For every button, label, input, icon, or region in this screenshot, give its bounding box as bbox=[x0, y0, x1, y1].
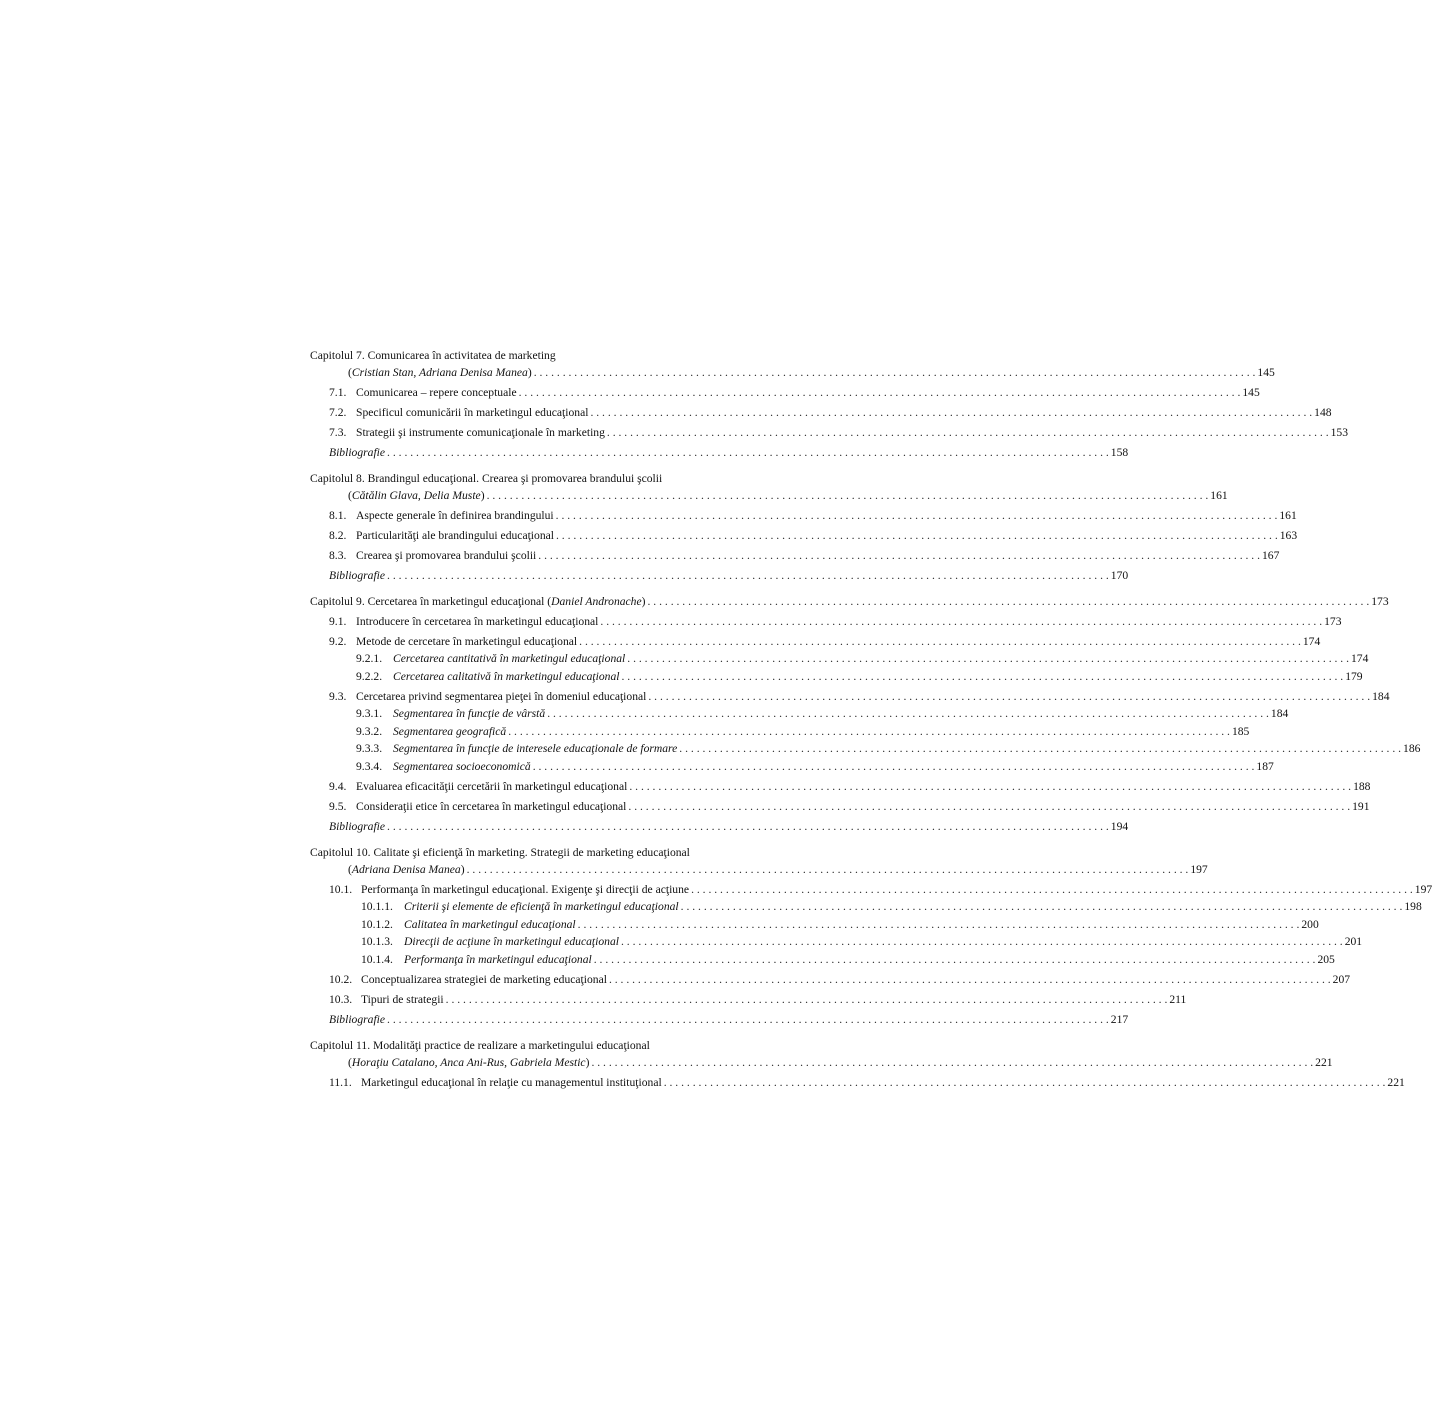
subsection-label: Cercetarea cantitativă în marketingul educaţional bbox=[393, 652, 626, 665]
dot-leader bbox=[487, 487, 1209, 504]
section-number: 8.3. bbox=[329, 549, 347, 562]
section-number: 7.1. bbox=[329, 386, 347, 399]
section-label: Comunicarea – repere conceptuale bbox=[356, 386, 517, 399]
page-number: 184 bbox=[1372, 690, 1390, 703]
toc-section-entry[interactable] bbox=[310, 384, 1260, 401]
page-number: 201 bbox=[1344, 935, 1363, 948]
dot-leader bbox=[648, 593, 1370, 610]
chapter-11 bbox=[310, 1037, 1405, 1091]
section-number: 9.5. bbox=[329, 800, 347, 813]
page-number: 185 bbox=[1231, 724, 1250, 738]
toc-subsection-entry[interactable] bbox=[310, 898, 1422, 916]
dot-leader bbox=[590, 404, 1312, 421]
section-number: 8.2. bbox=[329, 529, 347, 542]
page-number: 197 bbox=[1414, 883, 1432, 896]
toc-section-entry[interactable] bbox=[310, 1074, 1405, 1091]
page-number: 211 bbox=[1169, 993, 1187, 1006]
toc-subsection-entry[interactable] bbox=[310, 705, 1289, 723]
bibliography-label: Bibliografie bbox=[329, 820, 386, 833]
dot-leader bbox=[621, 933, 1343, 951]
toc-subsection-entry[interactable] bbox=[310, 933, 1363, 951]
page-number: 221 bbox=[1315, 1056, 1333, 1069]
dot-leader bbox=[600, 613, 1322, 630]
page-number: 158 bbox=[1110, 446, 1129, 459]
subsection-number: 10.1.2. bbox=[361, 917, 393, 931]
section-label: Consideraţii etice în cercetarea în marketingul educaţional bbox=[356, 800, 627, 813]
dot-leader bbox=[578, 916, 1300, 934]
subsection-label: Performanţa în marketingul educaţional bbox=[404, 952, 592, 966]
bibliography-label: Bibliografie bbox=[329, 446, 386, 459]
section-label: Aspecte generale în definirea brandingului bbox=[356, 509, 554, 522]
toc-section-entry[interactable] bbox=[310, 547, 1280, 564]
chapter-9 bbox=[310, 593, 1421, 835]
subsection-label: Segmentarea în funcţie de vârstă bbox=[393, 707, 546, 720]
page-number: 170 bbox=[1110, 569, 1129, 582]
chapter-title-entry[interactable] bbox=[310, 593, 1389, 610]
chapter-authors: Cristian Stan, Adriana Denisa Manea bbox=[351, 366, 528, 379]
bibliography-entry[interactable] bbox=[310, 1011, 1129, 1028]
subsection-label: Segmentarea socioeconomică bbox=[393, 759, 531, 773]
chapter-title: Capitolul 10. Calitate şi eficienţă în marketing. Strategii de marketing educaţional bbox=[310, 846, 690, 859]
subsection-number: 10.1.4. bbox=[361, 952, 393, 966]
chapter-title: Capitolul 9. Cercetarea în marketingul educaţional (Daniel Andronache) bbox=[310, 595, 646, 608]
dot-leader bbox=[607, 424, 1329, 441]
section-number: 10.2. bbox=[329, 973, 353, 986]
dot-leader bbox=[648, 688, 1370, 705]
bibliography-entry[interactable] bbox=[310, 444, 1129, 461]
subsection-label: Direcţii de acţiune în marketingul educaţional bbox=[404, 935, 619, 948]
dot-leader bbox=[547, 705, 1269, 723]
chapter-authors-entry[interactable]: (Adriana Denisa Manea) . . . 197 bbox=[310, 861, 788, 878]
toc-subsection-entry[interactable] bbox=[310, 650, 1369, 668]
table-of-contents bbox=[310, 347, 1432, 1100]
section-number: 9.2. bbox=[329, 635, 347, 648]
page-number: 163 bbox=[1279, 529, 1298, 542]
bibliography-label: Bibliografie bbox=[329, 1013, 386, 1026]
section-number: 9.1. bbox=[329, 615, 347, 628]
dot-leader bbox=[627, 650, 1349, 668]
dot-leader bbox=[533, 758, 1255, 776]
dot-leader bbox=[591, 1054, 1313, 1071]
toc-subsection-entry[interactable] bbox=[310, 723, 1250, 741]
section-label: Specificul comunicării în marketingul educaţional bbox=[356, 406, 589, 419]
toc-subsection-entry[interactable] bbox=[310, 740, 1421, 758]
dot-leader bbox=[556, 527, 1278, 544]
toc-section-entry[interactable] bbox=[310, 424, 1348, 441]
subsection-number: 9.3.2. bbox=[356, 724, 383, 738]
subsection-label: Cercetarea calitativă în marketingul educaţional bbox=[393, 669, 620, 683]
page-number: 148 bbox=[1314, 406, 1332, 419]
section-number: 8.1. bbox=[329, 509, 347, 522]
toc-section-entry[interactable] bbox=[310, 507, 1297, 524]
dot-leader bbox=[664, 1074, 1386, 1091]
dot-leader bbox=[387, 444, 1109, 461]
subsection-label: Criterii şi elemente de eficienţă în marketingul educaţional bbox=[404, 900, 679, 913]
chapter-title: Capitolul 8. Brandingul educaţional. Crearea şi promovarea brandului şcolii bbox=[310, 472, 663, 485]
toc-subsection-entry[interactable] bbox=[310, 668, 1363, 686]
subsection-number: 9.3.3. bbox=[356, 742, 383, 755]
chapter-authors-entry[interactable]: (Cătălin Glava, Delia Muste) . . . 161 bbox=[310, 487, 788, 504]
toc-section-entry[interactable] bbox=[310, 633, 1321, 650]
chapter-authors: Cătălin Glava, Delia Muste bbox=[351, 489, 481, 502]
section-number: 11.1. bbox=[329, 1076, 352, 1089]
chapter-authors-entry[interactable]: (Horaţiu Catalano, Anca Ani-Rus, Gabriela Mestic) . . . 221 bbox=[310, 1054, 788, 1071]
bibliography-entry[interactable] bbox=[310, 567, 1129, 584]
subsection-number: 9.2.1. bbox=[356, 652, 383, 665]
toc-section-entry[interactable] bbox=[310, 778, 1371, 795]
page-number: 161 bbox=[1210, 489, 1228, 502]
toc-subsection-entry[interactable] bbox=[310, 916, 1319, 934]
dot-leader bbox=[446, 991, 1168, 1008]
dot-leader bbox=[556, 507, 1278, 524]
toc-section-entry[interactable] bbox=[310, 613, 1342, 630]
toc-section-entry[interactable] bbox=[310, 971, 1351, 988]
dot-leader bbox=[538, 547, 1260, 564]
page-number: 207 bbox=[1332, 973, 1351, 986]
dot-leader bbox=[519, 384, 1241, 401]
dot-leader bbox=[508, 723, 1230, 741]
section-label: Introducere în cercetarea în marketingul educaţional bbox=[356, 615, 599, 628]
page-number: 191 bbox=[1352, 800, 1370, 813]
section-number: 10.3. bbox=[329, 993, 353, 1006]
chapter-authors: Horaţiu Catalano, Anca Ani-Rus, Gabriela Mestic bbox=[351, 1056, 586, 1069]
page-number: 198 bbox=[1404, 900, 1422, 913]
page-number: 145 bbox=[1242, 386, 1260, 399]
chapter-title: Capitolul 7. Comunicarea în activitatea de marketing bbox=[310, 349, 556, 362]
subsection-number: 9.3.1. bbox=[356, 707, 383, 720]
section-label: Strategii şi instrumente comunicaţionale în marketing bbox=[356, 426, 605, 439]
dot-leader bbox=[387, 567, 1109, 584]
page-number: 173 bbox=[1324, 615, 1342, 628]
section-number: 10.1. bbox=[329, 883, 353, 896]
dot-leader bbox=[467, 861, 1189, 878]
toc-subsection-entry[interactable] bbox=[310, 758, 1274, 776]
dot-leader bbox=[594, 951, 1316, 969]
toc-section-entry[interactable] bbox=[310, 881, 1432, 898]
page-number: 205 bbox=[1317, 952, 1335, 966]
dot-leader bbox=[579, 633, 1301, 650]
page-number: 188 bbox=[1353, 780, 1371, 793]
page-number: 174 bbox=[1350, 652, 1369, 665]
dot-leader bbox=[691, 881, 1413, 898]
page-number: 200 bbox=[1301, 917, 1319, 931]
chapter-authors: Daniel Andronache bbox=[551, 595, 642, 608]
bibliography-label: Bibliografie bbox=[329, 569, 386, 582]
page-number: 167 bbox=[1262, 549, 1280, 562]
subsection-label: Segmentarea în funcţie de interesele educaţionale de formare bbox=[393, 742, 678, 755]
chapter-10 bbox=[310, 844, 1432, 1028]
page-number: 179 bbox=[1345, 669, 1363, 683]
subsection-number: 10.1.3. bbox=[361, 935, 393, 948]
toc-section-entry[interactable] bbox=[310, 527, 1298, 544]
subsection-number: 9.3.4. bbox=[356, 759, 383, 773]
section-label: Cercetarea privind segmentarea pieţei în domeniul educaţional bbox=[356, 690, 647, 703]
section-label: Conceptualizarea strategiei de marketing educaţional bbox=[361, 973, 607, 986]
page-number: 217 bbox=[1110, 1013, 1129, 1026]
subsection-number: 9.2.2. bbox=[356, 669, 383, 683]
section-label: Tipuri de strategii bbox=[361, 993, 444, 1006]
chapter-8 bbox=[310, 470, 1298, 584]
dot-leader bbox=[679, 740, 1401, 758]
section-label: Crearea şi promovarea brandului şcolii bbox=[356, 549, 537, 562]
dot-leader bbox=[681, 898, 1403, 916]
section-label: Performanţa în marketingul educaţional. Exigenţe şi direcţii de acţiune bbox=[361, 883, 690, 896]
toc-section-entry[interactable] bbox=[310, 688, 1390, 705]
page-number: 197 bbox=[1190, 863, 1208, 876]
dot-leader bbox=[534, 364, 1256, 381]
page-number: 187 bbox=[1256, 759, 1274, 773]
dot-leader bbox=[629, 778, 1351, 795]
section-label: Metode de cercetare în marketingul educaţional bbox=[356, 635, 578, 648]
page-number: 194 bbox=[1110, 820, 1129, 833]
section-label: Marketingul educaţional în relaţie cu managementul instituţional bbox=[361, 1076, 662, 1089]
toc-section-entry[interactable] bbox=[310, 991, 1187, 1008]
chapter-title: Capitolul 11. Modalităţi practice de realizare a marketingului educaţional bbox=[310, 1039, 650, 1052]
page-number: 174 bbox=[1302, 635, 1321, 648]
toc-section-entry[interactable] bbox=[310, 404, 1332, 421]
section-label: Evaluarea eficacităţii cercetării în marketingul educaţional bbox=[356, 780, 628, 793]
page-number: 161 bbox=[1279, 509, 1297, 522]
chapter-authors: Adriana Denisa Manea bbox=[351, 863, 461, 876]
section-label: Particularităţi ale brandingului educaţional bbox=[356, 529, 554, 542]
subsection-label: Calitatea în marketingul educaţional bbox=[404, 917, 576, 931]
dot-leader bbox=[621, 668, 1343, 686]
dot-leader bbox=[387, 818, 1109, 835]
dot-leader bbox=[628, 798, 1350, 815]
page-number: 153 bbox=[1330, 426, 1348, 439]
page-number: 186 bbox=[1403, 742, 1421, 755]
page-number: 145 bbox=[1257, 366, 1275, 379]
subsection-number: 10.1.1. bbox=[361, 900, 393, 913]
bibliography-entry[interactable] bbox=[310, 818, 1129, 835]
subsection-label: Segmentarea geografică bbox=[393, 724, 507, 738]
dot-leader bbox=[609, 971, 1331, 988]
section-number: 9.4. bbox=[329, 780, 347, 793]
toc-subsection-entry[interactable] bbox=[310, 951, 1335, 969]
page-number: 221 bbox=[1387, 1076, 1405, 1089]
page-number: 184 bbox=[1270, 707, 1289, 720]
chapter-authors-entry[interactable]: (Cristian Stan, Adriana Denisa Manea) . . . 145 bbox=[310, 364, 788, 381]
page-number: 173 bbox=[1371, 595, 1389, 608]
dot-leader bbox=[387, 1011, 1109, 1028]
chapter-7 bbox=[310, 347, 1348, 461]
section-number: 7.3. bbox=[329, 426, 347, 439]
toc-section-entry[interactable] bbox=[310, 798, 1370, 815]
section-number: 9.3. bbox=[329, 690, 347, 703]
section-number: 7.2. bbox=[329, 406, 347, 419]
